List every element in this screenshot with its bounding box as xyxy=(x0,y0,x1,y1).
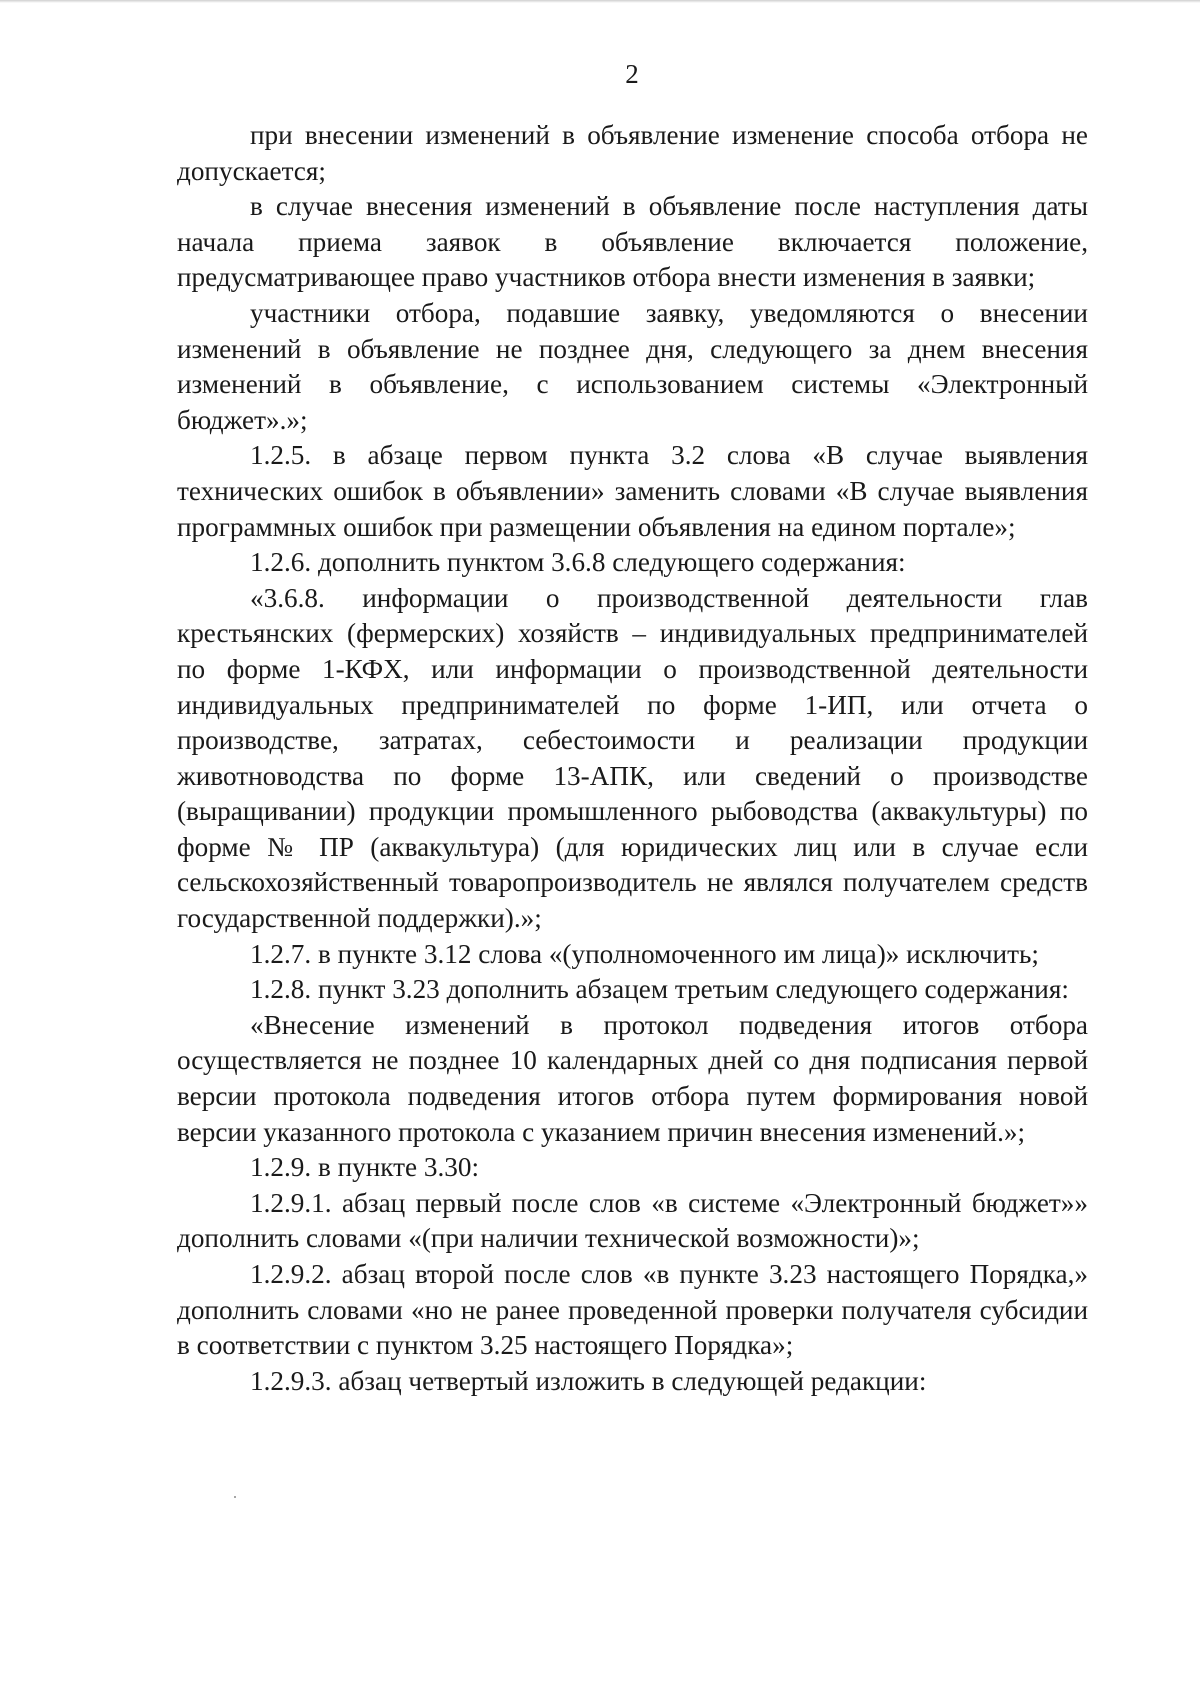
paragraph: 1.2.9. в пункте 3.30: xyxy=(250,1152,480,1183)
scan-edge xyxy=(0,0,1200,3)
paragraph: «3.6.8. информации о производственной деятельности глав крестьянских (фермерских) хозяйств – индивидуальных предпринимателей по форме 1-КФХ, или информации о производственной деятельности индивидуальных предпринимателей по форме 1-ИП, или отчета о производстве, затратах, себестоимости и реализации продукции животноводства по форме 13-АПК, или сведений о производстве (выращивании) продукции промышленного рыбоводства (аквакультуры) по форме № ПР (аквакультура) (для юридических лиц или в случае если сельскохозяйственный товаропроизводитель не являлся получателем средств государственной поддержки).»; xyxy=(177,582,1088,934)
paragraph: 1.2.7. в пункте 3.12 слова «(уполномоченного им лица)» исключить; xyxy=(250,938,1039,969)
paragraph: 1.2.8. пункт 3.23 дополнить абзацем третьим следующего содержания: xyxy=(250,974,1069,1005)
paragraph: 1.2.9.2. абзац второй после слов «в пункте 3.23 настоящего Порядка,» дополнить словами «но не ранее проведенной проверки получателя субсидии в соответствии с пунктом 3.25 настоящего Порядка»; xyxy=(177,1259,1088,1361)
paragraph: «Внесение изменений в протокол подведения итогов отбора осуществляется не позднее 10 календарных дней со дня подписания первой версии протокола подведения итогов отбора путем формирования новой версии указанного протокола с указанием причин внесения изменений.»; xyxy=(177,1009,1088,1147)
paragraph: 1.2.5. в абзаце первом пункта 3.2 слова «В случае выявления технических ошибок в объявлении» заменить словами «В случае выявления программных ошибок при размещении объявления на едином портале»; xyxy=(177,440,1088,542)
paragraph: при внесении изменений в объявление изменение способа отбора не допускается; xyxy=(177,120,1088,186)
scan-speck xyxy=(234,1496,236,1498)
paragraph: в случае внесения изменений в объявление после наступления даты начала приема заявок в объявление включается положение, предусматривающее право участников отбора внести изменения в заявки; xyxy=(177,191,1088,293)
page-number: 2 xyxy=(625,59,639,89)
paragraph: 1.2.9.3. абзац четвертый изложить в следующей редакции: xyxy=(250,1365,927,1396)
paragraph: 1.2.9.1. абзац первый после слов «в системе «Электронный бюджет»» дополнить словами «(при наличии технической возможности)»; xyxy=(177,1187,1088,1254)
paragraph: участники отбора, подавшие заявку, уведомляются о внесении изменений в объявление не позднее дня, следующего за днем внесения изменений в объявление, с использованием системы «Электронный бюджет».»; xyxy=(177,297,1088,435)
document-body xyxy=(177,118,1088,1399)
paragraph: 1.2.6. дополнить пунктом 3.6.8 следующего содержания: xyxy=(250,547,906,578)
